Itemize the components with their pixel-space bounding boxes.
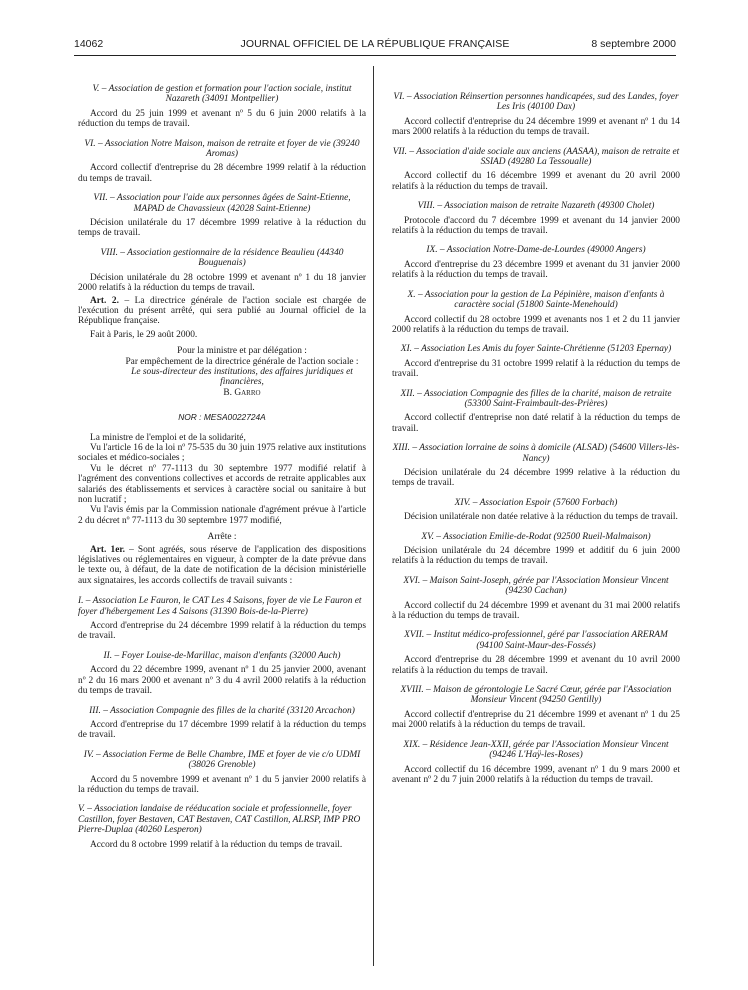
section-heading: XIX. – Résidence Jean-XXII, gérée par l'Association Monsieur Vincent (94246 L'Haÿ-les-Roses): [403, 739, 669, 761]
page-number: 14062: [74, 38, 104, 50]
section-text: Accord collectif du 16 décembre 1999, avenant nº 1 du 9 mars 2000 et avenant nº 2 du 7 juin 2000 relatifs à la réduction du temps de travail.: [392, 764, 680, 785]
section-xiii-alsad: [392, 443, 680, 489]
minister-line: La ministre de l'emploi et de la solidarité,: [90, 432, 246, 443]
section-text: Accord d'entreprise du 23 décembre 1999 et avenant du 31 janvier 2000 relatifs à la réduction du temps de travail.: [392, 259, 680, 281]
section-text: Accord collectif d'entreprise du 24 décembre 1999 et avenant nº 1 du 14 mars 2000 relatifs à la réduction du temps de travail.: [392, 116, 680, 138]
section-x-pepiniere: [392, 290, 680, 336]
section-heading: VII. – Association pour l'aide aux personnes âgées de Saint-Etienne, MAPAD de Chavassieux (42028 Saint-Etienne): [93, 193, 351, 214]
article-2: [78, 296, 366, 327]
section-heading: XV. – Association Emilie-de-Rodat (92500 Rueil-Malmaison): [421, 531, 651, 542]
signature-line-2: Par empêchement de la directrice générale de l'action sociale :: [125, 356, 359, 367]
article-1: [78, 545, 366, 587]
vu-2: Vu le décret nº 77-1113 du 30 septembre 1977 modifié relatif à l'agrément des conventions collectives et accords de retraite applicables aux salariés des établissements et services à caractère social ou sanitaire à but non lucratif ;: [78, 463, 366, 505]
section-heading: X. – Association pour la gestion de La Pépinière, maison d'enfants à caractère social (51800 Sainte-Menehould): [407, 289, 665, 311]
section-text: Accord du 22 décembre 1999, avenant nº 1 du 25 janvier 2000, avenant nº 2 du 16 mars 2000 et avenant nº 3 du 4 avril 2000 relatifs à la réduction du temps de travail.: [78, 665, 366, 697]
section-text: Décision unilatérale du 28 octobre 1999 et avenant nº 1 du 18 janvier 2000 relatifs à la réduction du temps de travail.: [78, 272, 366, 294]
section-text: Accord d'entreprise du 31 octobre 1999 relatif à la réduction du temps de travail.: [392, 358, 680, 380]
header-rule: [74, 55, 676, 56]
column-divider: [373, 66, 374, 966]
section-text: Accord d'entreprise du 24 décembre 1999 relatif à la réduction du temps de travail.: [78, 621, 366, 642]
section-text: Accord collectif du 24 décembre 1999 et avenant du 31 mai 2000 relatifs à la réduction du temps de travail.: [392, 600, 680, 622]
article-2-label: Art. 2.: [90, 295, 119, 306]
section-xiv-espoir: [392, 498, 680, 523]
section-ii-louise-de-marillac: [78, 651, 366, 697]
section-text: Décision unilatérale du 17 décembre 1999 relative à la réduction du temps de travail.: [78, 218, 366, 239]
section-heading: II. – Foyer Louise-de-Marillac, maison d'enfants (32000 Auch): [103, 650, 341, 661]
section-iv-belle-chambre: [78, 750, 366, 796]
section-heading: VIII. – Association maison de retraite Nazareth (49300 Cholet): [417, 201, 655, 212]
section-text: Protocole d'accord du 7 décembre 1999 et avenant du 14 janvier 2000 relatifs à la réduction du temps de travail.: [392, 215, 680, 237]
section-text: Accord collectif d'entreprise du 21 décembre 1999 et avenant nº 1 du 25 mai 2000 relatifs à la réduction du temps de travail.: [392, 709, 680, 731]
section-text: Accord collectif du 16 décembre 1999 et avenant du 20 avril 2000 relatifs à la réduction du temps de travail.: [392, 171, 680, 192]
signature-line-1: Pour la ministre et par délégation :: [177, 346, 307, 357]
section-text: Accord collectif du 28 octobre 1999 et avenants nos 1 et 2 du 11 janvier 2000 relatifs à la réduction du temps de travail.: [392, 314, 680, 335]
section-viii-beaulieu: [78, 248, 366, 294]
section-heading: V. – Association landaise de rééducation sociale et professionnelle, foyer Castillon, foyer Bestaven, CAT Bestaven, CAT Castillon, ALRSP, IMP PRO Pierre-Duplaa (40260 Lesperon): [78, 804, 361, 836]
section-xvii-areram: [392, 630, 680, 676]
section-heading: III. – Association Compagnie des filles de la charité (33120 Arcachon): [89, 705, 355, 716]
section-viii-nazareth-cholet: [392, 201, 680, 236]
vu-1: Vu l'article 16 de la loi nº 75-535 du 30 juin 1975 relative aux institutions sociales et médico-sociales ;: [78, 442, 366, 464]
section-heading: VI. – Association Notre Maison, maison de retraite et foyer de vie (39240 Aromas): [84, 138, 360, 160]
issue-date: 8 septembre 2000: [591, 38, 676, 50]
signatory-name: B. Garro: [223, 387, 261, 398]
section-heading: IV. – Association Ferme de Belle Chambre, IME et foyer de vie c/o UDMI (38026 Grenoble): [83, 749, 361, 771]
arrete-label: Arrête :: [207, 532, 237, 543]
nor-reference: NOR : MESA0022724A: [178, 412, 266, 423]
signature-line-3: Le sous-directeur des institutions, des affaires juridiques et financières,: [131, 366, 353, 388]
section-vii-aasaa: [392, 147, 680, 193]
section-heading: VIII. – Association gestionnaire de la résidence Beaulieu (44340 Bouguenais): [100, 247, 344, 269]
section-heading: VI. – Association Réinsertion personnes handicapées, sud des Landes, foyer Les Iris (40100 Dax): [393, 92, 679, 113]
section-xi-sainte-chretienne: [392, 344, 680, 379]
journal-title: JOURNAL OFFICIEL DE LA RÉPUBLIQUE FRANÇAISE: [240, 38, 510, 50]
section-heading: XVII. – Institut médico-professionnel, géré par l'association ARERAM (94100 Saint-Maur-des-Fossés): [404, 630, 668, 651]
section-text: Accord du 5 novembre 1999 et avenant nº 1 du 5 janvier 2000 relatifs à la réduction du temps de travail.: [78, 774, 366, 795]
signature-block: [118, 346, 366, 398]
page-header: [74, 38, 676, 54]
article-1-label: Art. 1er.: [90, 544, 125, 555]
section-heading: XII. – Association Compagnie des filles de la charité, maison de retraite (53300 Saint-Fraimbault-des-Prières): [400, 388, 672, 409]
section-heading: V. – Association de gestion et formation pour l'action sociale, institut Nazareth (34091 Montpellier): [92, 84, 352, 105]
section-text: Accord collectif d'entreprise du 28 décembre 1999 relatif à la réduction du temps de travail.: [78, 163, 366, 184]
section-heading: VII. – Association d'aide sociale aux anciens (AASAA), maison de retraite et SSIAD (49280 La Tessoualle): [392, 146, 680, 168]
section-text: Accord collectif d'entreprise non daté relatif à la réduction du temps de travail.: [392, 413, 680, 434]
section-vii-saint-etienne: [78, 193, 366, 239]
section-heading: XIII. – Association lorraine de soins à domicile (ALSAD) (54600 Villers-lès-Nancy): [392, 443, 680, 464]
section-heading: XI. – Association Les Amis du foyer Sainte-Chrétienne (51203 Epernay): [400, 344, 672, 355]
right-column: [392, 92, 680, 794]
section-heading: XVI. – Maison Saint-Joseph, gérée par l'Association Monsieur Vincent (94230 Cachan): [403, 575, 669, 597]
section-v-nazareth: [78, 84, 366, 130]
section-text: Accord d'entreprise du 28 décembre 1999 et avenant du 10 avril 2000 relatifs à la réduction du temps de travail.: [392, 655, 680, 676]
section-v-landaise: [78, 804, 366, 850]
vu-3: Vu l'avis émis par la Commission nationale d'agrément prévue à l'article 2 du décret nº 77-1113 du 30 septembre 1977 modifié,: [78, 505, 366, 526]
section-text: Accord du 25 juin 1999 et avenant nº 5 du 6 juin 2000 relatifs à la réduction du temps de travail.: [78, 108, 366, 130]
section-xii-filles-de-la-charite: [392, 389, 680, 435]
section-text: Décision unilatérale du 24 décembre 1999 relative à la réduction du temps de travail.: [392, 467, 680, 489]
article-1-text: – Sont agréés, sous réserve de l'application des dispositions législatives ou réglementaires en vigueur, à compter de la date prévue dans le texte ou, à défaut, de la date de notification de la décision ministérielle aux signataires, les accords collectifs de travail suivants :: [78, 544, 366, 586]
section-iii-filles-de-la-charite: [78, 706, 366, 741]
section-xv-emilie-de-rodat: [392, 532, 680, 567]
section-xviii-sacre-coeur: [392, 685, 680, 731]
section-xvi-saint-joseph: [392, 576, 680, 622]
section-heading: XVIII. – Maison de gérontologie Le Sacré Cœur, gérée par l'Association Monsieur Vincent (94250 Gentilly): [400, 685, 672, 706]
section-heading: IX. – Association Notre-Dame-de-Lourdes (49000 Angers): [426, 245, 646, 256]
section-text: Accord du 8 octobre 1999 relatif à la réduction du temps de travail.: [90, 839, 343, 850]
article-2-text: – La directrice générale de l'action sociale est chargée de l'exécution du présent arrêté, qui sera publié au Journal officiel de la République française.: [78, 295, 366, 327]
section-vi-reinsertion: [392, 92, 680, 138]
section-ix-notre-dame-de-lourdes: [392, 245, 680, 280]
section-text: Décision unilatérale du 24 décembre 1999 et additif du 6 juin 2000 relatifs à la réduction du temps de travail.: [392, 546, 680, 567]
section-i-le-fauron: [78, 596, 366, 642]
section-xix-jean-xxii: [392, 740, 680, 786]
left-column: [78, 84, 366, 859]
section-heading: I. – Association Le Fauron, le CAT Les 4 Saisons, foyer de vie Le Fauron et foyer d'hébergement Les 4 Saisons (31390 Bois-de-la-Pierre): [78, 596, 362, 617]
section-text: Décision unilatérale non datée relative à la réduction du temps de travail.: [404, 512, 678, 523]
section-text: Accord d'entreprise du 17 décembre 1999 relatif à la réduction du temps de travail.: [78, 719, 366, 741]
section-vi-notre-maison: [78, 139, 366, 185]
section-heading: XIV. – Association Espoir (57600 Forbach): [454, 497, 618, 508]
signature-place-date: Fait à Paris, le 29 août 2000.: [90, 329, 198, 340]
